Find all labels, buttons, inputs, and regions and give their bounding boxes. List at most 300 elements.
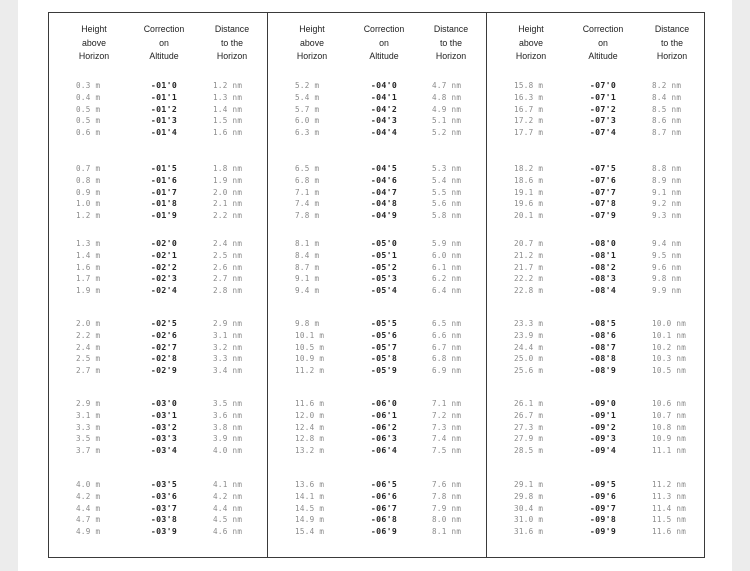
correction-cell: -02'5 bbox=[150, 318, 178, 328]
height-cell: 24.4 m bbox=[514, 342, 544, 352]
distance-cell: 7.2 nm bbox=[432, 410, 462, 420]
correction-cell: -06'6 bbox=[370, 490, 398, 501]
height-cell: 10.1 m bbox=[295, 330, 325, 340]
correction-cell: -06'7 bbox=[370, 502, 398, 513]
correction-cell: -06'3 bbox=[370, 433, 398, 444]
distance-cell: 10.5 nm bbox=[652, 366, 687, 376]
height-cell: 23.9 m bbox=[514, 330, 544, 340]
correction-cell: -01'0 bbox=[150, 80, 178, 90]
column-header-line: Horizon bbox=[515, 51, 547, 61]
correction-cell: -04'8 bbox=[370, 198, 398, 209]
distance-cell: 4.6 nm bbox=[213, 527, 243, 537]
correction-cell: -09'4 bbox=[589, 445, 617, 456]
distance-cell: 9.9 nm bbox=[652, 286, 682, 296]
distance-cell: 3.9 nm bbox=[213, 434, 243, 444]
distance-cell: 3.3 nm bbox=[213, 354, 243, 364]
correction-cell: -08'4 bbox=[589, 285, 617, 296]
height-cell: 25.0 m bbox=[514, 354, 544, 364]
correction-cell: -06'4 bbox=[370, 445, 398, 456]
correction-cell: -05'0 bbox=[370, 238, 398, 248]
height-cell: 1.6 m bbox=[76, 262, 101, 272]
correction-cell: -09'9 bbox=[589, 526, 617, 537]
column-header-line: Horizon bbox=[435, 51, 467, 61]
height-cell: 3.5 m bbox=[76, 434, 101, 444]
column-header-line: Horizon bbox=[656, 51, 688, 61]
height-cell: 20.1 m bbox=[514, 211, 544, 221]
correction-cell: -07'4 bbox=[589, 127, 617, 138]
correction-cell: -07'2 bbox=[589, 103, 617, 114]
column-header-line: above bbox=[519, 37, 543, 48]
distance-cell: 6.2 nm bbox=[432, 274, 462, 284]
height-cell: 1.0 m bbox=[76, 199, 101, 209]
column-header-line: Distance bbox=[654, 24, 690, 34]
distance-cell: 2.2 nm bbox=[213, 211, 243, 221]
correction-cell: -07'8 bbox=[589, 198, 617, 209]
column-header-line: to the bbox=[660, 37, 683, 48]
height-cell: 5.4 m bbox=[295, 92, 320, 102]
distance-cell: 9.6 nm bbox=[652, 262, 682, 272]
column-divider bbox=[267, 13, 268, 557]
height-cell: 5.2 m bbox=[295, 81, 320, 90]
distance-cell: 8.2 nm bbox=[652, 81, 682, 90]
height-cell: 3.7 m bbox=[76, 446, 101, 456]
correction-cell: -05'1 bbox=[370, 249, 398, 260]
distance-cell: 11.2 nm bbox=[652, 480, 687, 489]
distance-cell: 8.4 nm bbox=[652, 92, 682, 102]
correction-cell: -04'2 bbox=[370, 103, 398, 114]
column-header-line: on bbox=[598, 37, 608, 48]
correction-cell: -03'7 bbox=[150, 502, 178, 513]
correction-cell: -04'6 bbox=[370, 174, 398, 185]
distance-cell: 4.4 nm bbox=[213, 503, 243, 513]
correction-cell: -07'1 bbox=[589, 91, 617, 102]
correction-cell: -05'8 bbox=[370, 353, 398, 364]
distance-cell: 8.8 nm bbox=[652, 164, 682, 173]
height-cell: 2.5 m bbox=[76, 354, 101, 364]
correction-cell: -04'1 bbox=[370, 91, 398, 102]
height-cell: 25.6 m bbox=[514, 366, 544, 376]
distance-cell: 6.8 nm bbox=[432, 354, 462, 364]
height-cell: 26.1 m bbox=[514, 399, 544, 408]
height-cell: 27.9 m bbox=[514, 434, 544, 444]
distance-cell: 2.1 nm bbox=[213, 199, 243, 209]
height-cell: 1.3 m bbox=[76, 239, 101, 248]
column-header bbox=[349, 23, 419, 63]
correction-cell: -03'1 bbox=[150, 409, 178, 420]
correction-cell: -03'0 bbox=[150, 398, 178, 408]
column-header-line: Distance bbox=[433, 24, 469, 34]
correction-cell: -09'5 bbox=[589, 479, 617, 489]
correction-cell: -06'8 bbox=[370, 514, 398, 525]
distance-cell: 2.5 nm bbox=[213, 250, 243, 260]
distance-cell: 1.9 nm bbox=[213, 175, 243, 185]
column-header-line: to the bbox=[220, 37, 243, 48]
height-cell: 7.1 m bbox=[295, 187, 320, 197]
distance-cell: 8.0 nm bbox=[432, 515, 462, 525]
correction-cell: -05'9 bbox=[370, 365, 398, 376]
height-cell: 14.9 m bbox=[295, 515, 325, 525]
column-header bbox=[129, 23, 199, 63]
height-cell: 31.0 m bbox=[514, 515, 544, 525]
correction-cell: -08'5 bbox=[589, 318, 617, 328]
height-cell: 4.9 m bbox=[76, 527, 101, 537]
correction-cell: -07'0 bbox=[589, 80, 617, 90]
correction-cell: -05'3 bbox=[370, 273, 398, 284]
distance-cell: 9.4 nm bbox=[652, 239, 682, 248]
column-header-line: Height bbox=[299, 24, 325, 34]
distance-cell: 2.7 nm bbox=[213, 274, 243, 284]
correction-cell: -08'2 bbox=[589, 261, 617, 272]
correction-cell: -01'6 bbox=[150, 174, 178, 185]
correction-cell: -05'6 bbox=[370, 329, 398, 340]
distance-cell: 10.2 nm bbox=[652, 342, 687, 352]
distance-cell: 6.7 nm bbox=[432, 342, 462, 352]
distance-cell: 6.9 nm bbox=[432, 366, 462, 376]
distance-cell: 2.6 nm bbox=[213, 262, 243, 272]
column-header-line: Correction bbox=[143, 24, 185, 34]
correction-cell: -01'2 bbox=[150, 103, 178, 114]
height-cell: 4.0 m bbox=[76, 480, 101, 489]
correction-cell: -09'7 bbox=[589, 502, 617, 513]
altitude-correction-table bbox=[48, 12, 705, 558]
distance-cell: 9.3 nm bbox=[652, 211, 682, 221]
distance-cell: 3.1 nm bbox=[213, 330, 243, 340]
distance-cell: 11.3 nm bbox=[652, 491, 687, 501]
height-cell: 18.6 m bbox=[514, 175, 544, 185]
correction-cell: -06'9 bbox=[370, 526, 398, 537]
height-cell: 20.7 m bbox=[514, 239, 544, 248]
correction-cell: -02'9 bbox=[150, 365, 178, 376]
distance-cell: 6.6 nm bbox=[432, 330, 462, 340]
height-cell: 11.2 m bbox=[295, 366, 325, 376]
height-cell: 2.7 m bbox=[76, 366, 101, 376]
distance-cell: 10.3 nm bbox=[652, 354, 687, 364]
correction-cell: -02'2 bbox=[150, 261, 178, 272]
column-header-line: Horizon bbox=[216, 51, 248, 61]
distance-cell: 7.8 nm bbox=[432, 491, 462, 501]
column-header bbox=[568, 23, 638, 63]
height-cell: 4.4 m bbox=[76, 503, 101, 513]
height-cell: 4.7 m bbox=[76, 515, 101, 525]
height-cell: 5.7 m bbox=[295, 104, 320, 114]
correction-cell: -06'1 bbox=[370, 409, 398, 420]
distance-cell: 1.5 nm bbox=[213, 116, 243, 126]
distance-cell: 1.3 nm bbox=[213, 92, 243, 102]
distance-cell: 2.4 nm bbox=[213, 239, 243, 248]
height-cell: 1.9 m bbox=[76, 286, 101, 296]
distance-cell: 7.4 nm bbox=[432, 434, 462, 444]
height-cell: 15.4 m bbox=[295, 527, 325, 537]
distance-cell: 6.1 nm bbox=[432, 262, 462, 272]
correction-cell: -07'6 bbox=[589, 174, 617, 185]
height-cell: 8.4 m bbox=[295, 250, 320, 260]
distance-cell: 8.5 nm bbox=[652, 104, 682, 114]
column-header-line: Height bbox=[81, 24, 107, 34]
distance-cell: 4.5 nm bbox=[213, 515, 243, 525]
height-cell: 2.9 m bbox=[76, 399, 101, 408]
column-header bbox=[59, 23, 129, 63]
height-cell: 15.8 m bbox=[514, 81, 544, 90]
correction-cell: -04'4 bbox=[370, 127, 398, 138]
distance-cell: 1.4 nm bbox=[213, 104, 243, 114]
distance-cell: 2.8 nm bbox=[213, 286, 243, 296]
distance-cell: 11.5 nm bbox=[652, 515, 687, 525]
correction-cell: -09'2 bbox=[589, 421, 617, 432]
column-header-line: Height bbox=[518, 24, 544, 34]
distance-cell: 1.8 nm bbox=[213, 164, 243, 173]
height-cell: 9.8 m bbox=[295, 319, 320, 328]
correction-cell: -01'8 bbox=[150, 198, 178, 209]
height-cell: 6.5 m bbox=[295, 164, 320, 173]
distance-cell: 6.4 nm bbox=[432, 286, 462, 296]
document-page bbox=[18, 0, 732, 571]
distance-cell: 7.6 nm bbox=[432, 480, 462, 489]
correction-cell: -04'3 bbox=[370, 115, 398, 126]
distance-cell: 3.6 nm bbox=[213, 410, 243, 420]
distance-cell: 8.6 nm bbox=[652, 116, 682, 126]
correction-cell: -03'8 bbox=[150, 514, 178, 525]
height-cell: 10.5 m bbox=[295, 342, 325, 352]
distance-cell: 3.4 nm bbox=[213, 366, 243, 376]
height-cell: 0.3 m bbox=[76, 81, 101, 90]
correction-cell: -09'1 bbox=[589, 409, 617, 420]
column-header-line: above bbox=[300, 37, 324, 48]
correction-cell: -08'9 bbox=[589, 365, 617, 376]
height-cell: 0.5 m bbox=[76, 116, 101, 126]
height-cell: 1.7 m bbox=[76, 274, 101, 284]
distance-cell: 11.6 nm bbox=[652, 527, 687, 537]
distance-cell: 5.9 nm bbox=[432, 239, 462, 248]
height-cell: 13.6 m bbox=[295, 480, 325, 489]
distance-cell: 5.5 nm bbox=[432, 187, 462, 197]
height-cell: 31.6 m bbox=[514, 527, 544, 537]
column-header-line: Altitude bbox=[588, 51, 618, 61]
height-cell: 0.7 m bbox=[76, 164, 101, 173]
height-cell: 1.4 m bbox=[76, 250, 101, 260]
correction-cell: -05'4 bbox=[370, 285, 398, 296]
height-cell: 6.0 m bbox=[295, 116, 320, 126]
distance-cell: 4.0 nm bbox=[213, 446, 243, 456]
height-cell: 0.8 m bbox=[76, 175, 101, 185]
distance-cell: 7.5 nm bbox=[432, 446, 462, 456]
correction-cell: -02'0 bbox=[150, 238, 178, 248]
correction-cell: -04'7 bbox=[370, 186, 398, 197]
height-cell: 19.6 m bbox=[514, 199, 544, 209]
height-cell: 11.6 m bbox=[295, 399, 325, 408]
correction-cell: -06'0 bbox=[370, 398, 398, 408]
height-cell: 13.2 m bbox=[295, 446, 325, 456]
correction-cell: -09'6 bbox=[589, 490, 617, 501]
distance-cell: 5.1 nm bbox=[432, 116, 462, 126]
column-header-line: on bbox=[379, 37, 389, 48]
correction-cell: -01'5 bbox=[150, 163, 178, 173]
column-header bbox=[416, 23, 486, 63]
correction-cell: -07'5 bbox=[589, 163, 617, 173]
height-cell: 22.2 m bbox=[514, 274, 544, 284]
correction-cell: -02'8 bbox=[150, 353, 178, 364]
height-cell: 0.5 m bbox=[76, 104, 101, 114]
correction-cell: -02'4 bbox=[150, 285, 178, 296]
correction-cell: -01'4 bbox=[150, 127, 178, 138]
distance-cell: 9.1 nm bbox=[652, 187, 682, 197]
column-header-line: on bbox=[159, 37, 169, 48]
distance-cell: 5.4 nm bbox=[432, 175, 462, 185]
height-cell: 8.7 m bbox=[295, 262, 320, 272]
correction-cell: -02'7 bbox=[150, 341, 178, 352]
height-cell: 29.1 m bbox=[514, 480, 544, 489]
height-cell: 9.4 m bbox=[295, 286, 320, 296]
correction-cell: -05'5 bbox=[370, 318, 398, 328]
correction-cell: -06'5 bbox=[370, 479, 398, 489]
distance-cell: 2.9 nm bbox=[213, 319, 243, 328]
distance-cell: 6.5 nm bbox=[432, 319, 462, 328]
height-cell: 0.6 m bbox=[76, 128, 101, 138]
column-header bbox=[496, 23, 566, 63]
correction-cell: -01'3 bbox=[150, 115, 178, 126]
column-header-line: Correction bbox=[582, 24, 624, 34]
correction-cell: -09'8 bbox=[589, 514, 617, 525]
distance-cell: 4.7 nm bbox=[432, 81, 462, 90]
distance-cell: 4.2 nm bbox=[213, 491, 243, 501]
distance-cell: 3.2 nm bbox=[213, 342, 243, 352]
distance-cell: 10.7 nm bbox=[652, 410, 687, 420]
height-cell: 21.2 m bbox=[514, 250, 544, 260]
height-cell: 6.3 m bbox=[295, 128, 320, 138]
correction-cell: -04'0 bbox=[370, 80, 398, 90]
height-cell: 23.3 m bbox=[514, 319, 544, 328]
height-cell: 27.3 m bbox=[514, 422, 544, 432]
correction-cell: -03'4 bbox=[150, 445, 178, 456]
correction-cell: -02'6 bbox=[150, 329, 178, 340]
correction-cell: -01'1 bbox=[150, 91, 178, 102]
correction-cell: -08'8 bbox=[589, 353, 617, 364]
height-cell: 9.1 m bbox=[295, 274, 320, 284]
height-cell: 7.8 m bbox=[295, 211, 320, 221]
distance-cell: 5.8 nm bbox=[432, 211, 462, 221]
distance-cell: 4.9 nm bbox=[432, 104, 462, 114]
height-cell: 2.4 m bbox=[76, 342, 101, 352]
height-cell: 16.3 m bbox=[514, 92, 544, 102]
distance-cell: 11.4 nm bbox=[652, 503, 687, 513]
correction-cell: -08'0 bbox=[589, 238, 617, 248]
distance-cell: 10.6 nm bbox=[652, 399, 687, 408]
distance-cell: 10.9 nm bbox=[652, 434, 687, 444]
distance-cell: 3.8 nm bbox=[213, 422, 243, 432]
correction-cell: -03'5 bbox=[150, 479, 178, 489]
correction-cell: -04'9 bbox=[370, 210, 398, 221]
distance-cell: 8.1 nm bbox=[432, 527, 462, 537]
correction-cell: -07'9 bbox=[589, 210, 617, 221]
distance-cell: 2.0 nm bbox=[213, 187, 243, 197]
correction-cell: -08'1 bbox=[589, 249, 617, 260]
distance-cell: 9.5 nm bbox=[652, 250, 682, 260]
height-cell: 3.3 m bbox=[76, 422, 101, 432]
distance-cell: 10.8 nm bbox=[652, 422, 687, 432]
correction-cell: -05'7 bbox=[370, 341, 398, 352]
distance-cell: 4.1 nm bbox=[213, 480, 243, 489]
correction-cell: -04'5 bbox=[370, 163, 398, 173]
column-header bbox=[197, 23, 267, 63]
height-cell: 0.9 m bbox=[76, 187, 101, 197]
distance-cell: 11.1 nm bbox=[652, 446, 687, 456]
height-cell: 14.5 m bbox=[295, 503, 325, 513]
distance-cell: 8.9 nm bbox=[652, 175, 682, 185]
correction-cell: -06'2 bbox=[370, 421, 398, 432]
correction-cell: -02'1 bbox=[150, 249, 178, 260]
height-cell: 0.4 m bbox=[76, 92, 101, 102]
height-cell: 4.2 m bbox=[76, 491, 101, 501]
correction-cell: -08'3 bbox=[589, 273, 617, 284]
correction-cell: -01'7 bbox=[150, 186, 178, 197]
column-header bbox=[277, 23, 347, 63]
correction-cell: -03'3 bbox=[150, 433, 178, 444]
height-cell: 3.1 m bbox=[76, 410, 101, 420]
height-cell: 8.1 m bbox=[295, 239, 320, 248]
height-cell: 14.1 m bbox=[295, 491, 325, 501]
correction-cell: -01'9 bbox=[150, 210, 178, 221]
distance-cell: 7.3 nm bbox=[432, 422, 462, 432]
column-header-line: Horizon bbox=[78, 51, 110, 61]
column-header-line: to the bbox=[439, 37, 462, 48]
distance-cell: 8.7 nm bbox=[652, 128, 682, 138]
distance-cell: 7.1 nm bbox=[432, 399, 462, 408]
height-cell: 17.2 m bbox=[514, 116, 544, 126]
column-header-line: Correction bbox=[363, 24, 405, 34]
height-cell: 6.8 m bbox=[295, 175, 320, 185]
height-cell: 12.0 m bbox=[295, 410, 325, 420]
distance-cell: 4.8 nm bbox=[432, 92, 462, 102]
height-cell: 21.7 m bbox=[514, 262, 544, 272]
column-header-line: Horizon bbox=[296, 51, 328, 61]
distance-cell: 10.1 nm bbox=[652, 330, 687, 340]
height-cell: 28.5 m bbox=[514, 446, 544, 456]
distance-cell: 5.2 nm bbox=[432, 128, 462, 138]
height-cell: 18.2 m bbox=[514, 164, 544, 173]
distance-cell: 1.6 nm bbox=[213, 128, 243, 138]
correction-cell: -08'6 bbox=[589, 329, 617, 340]
height-cell: 17.7 m bbox=[514, 128, 544, 138]
height-cell: 16.7 m bbox=[514, 104, 544, 114]
correction-cell: -02'3 bbox=[150, 273, 178, 284]
distance-cell: 6.0 nm bbox=[432, 250, 462, 260]
column-divider bbox=[486, 13, 487, 557]
correction-cell: -05'2 bbox=[370, 261, 398, 272]
height-cell: 29.8 m bbox=[514, 491, 544, 501]
column-header-line: Altitude bbox=[369, 51, 399, 61]
column-header-line: Altitude bbox=[149, 51, 179, 61]
height-cell: 19.1 m bbox=[514, 187, 544, 197]
correction-cell: -08'7 bbox=[589, 341, 617, 352]
column-header-line: above bbox=[82, 37, 106, 48]
height-cell: 10.9 m bbox=[295, 354, 325, 364]
distance-cell: 3.5 nm bbox=[213, 399, 243, 408]
height-cell: 26.7 m bbox=[514, 410, 544, 420]
height-cell: 1.2 m bbox=[76, 211, 101, 221]
distance-cell: 10.0 nm bbox=[652, 319, 687, 328]
height-cell: 7.4 m bbox=[295, 199, 320, 209]
height-cell: 22.8 m bbox=[514, 286, 544, 296]
column-header-line: Distance bbox=[214, 24, 250, 34]
correction-cell: -09'3 bbox=[589, 433, 617, 444]
height-cell: 2.2 m bbox=[76, 330, 101, 340]
height-cell: 30.4 m bbox=[514, 503, 544, 513]
correction-cell: -09'0 bbox=[589, 398, 617, 408]
distance-cell: 5.3 nm bbox=[432, 164, 462, 173]
distance-cell: 1.2 nm bbox=[213, 81, 243, 90]
distance-cell: 5.6 nm bbox=[432, 199, 462, 209]
correction-cell: -07'7 bbox=[589, 186, 617, 197]
correction-cell: -03'2 bbox=[150, 421, 178, 432]
